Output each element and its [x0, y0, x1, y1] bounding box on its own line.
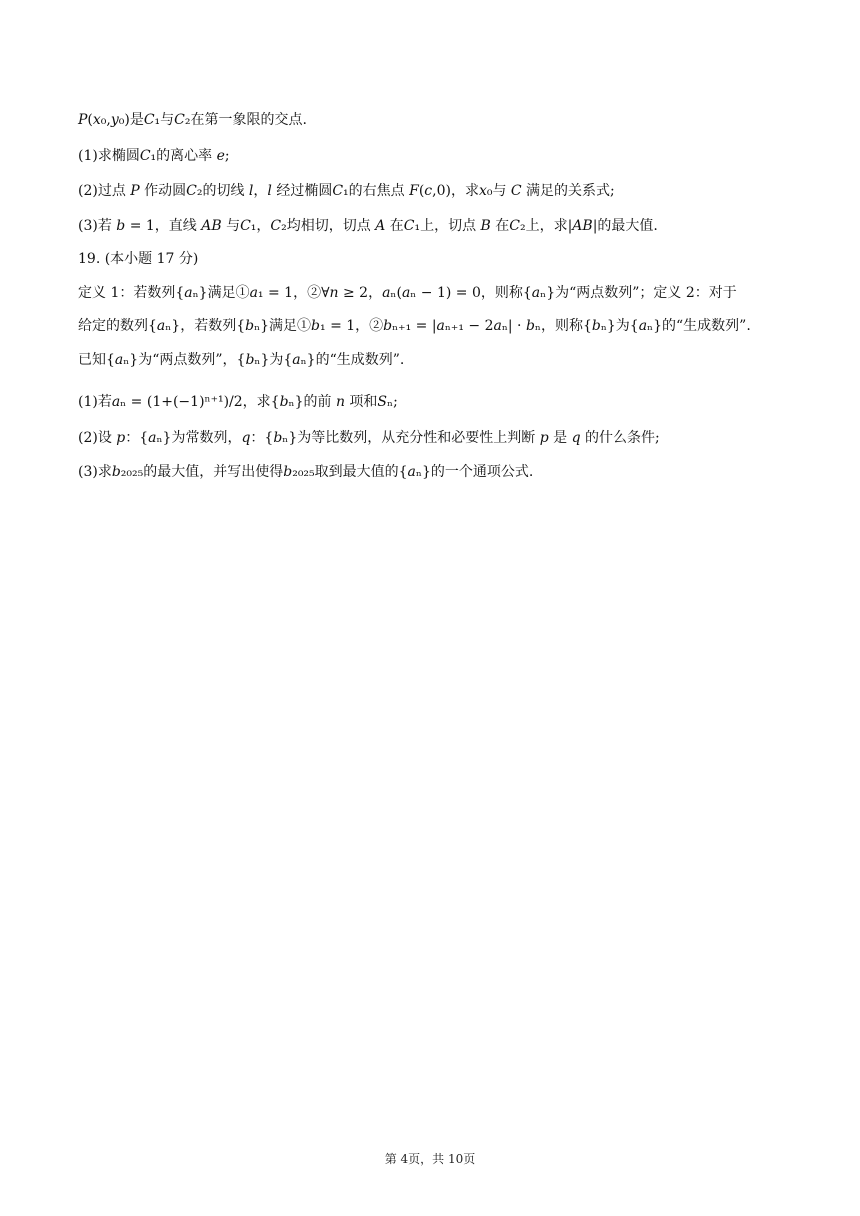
- question-18-part-2: (2)过点 𝑃 作动圆𝐶₂的切线 𝑙，𝑙 经过椭圆𝐶₁的右焦点 𝐹(𝑐,0)，求𝑥₀与 𝐶 满足的关系式;: [78, 183, 615, 199]
- question-18-part-1: (1)求椭圆𝐶₁的离心率 𝑒;: [78, 148, 230, 164]
- text-line-intersection: 𝑃(𝑥₀,𝑦₀)是𝐶₁与𝐶₂在第一象限的交点.: [78, 112, 307, 128]
- question-19-part-3: (3)求𝑏₂₀₂₅的最大值，并写出使得𝑏₂₀₂₅取到最大值的{𝑎ₙ}的一个通项公式.: [78, 464, 534, 480]
- question-19-part-1: (1)若𝑎ₙ = (1+(−1)ⁿ⁺¹)/2，求{𝑏ₙ}的前 𝑛 项和𝑆ₙ;: [78, 394, 398, 410]
- question-19-definition-1: 定义 1：若数列{𝑎ₙ}满足①𝑎₁ = 1，②∀𝑛 ≥ 2，𝑎ₙ(𝑎ₙ − 1) = 0，则称{𝑎ₙ}为“两点数列”；定义 2：对于: [78, 285, 737, 301]
- question-18-part-3: (3)若 𝑏 = 1，直线 𝐴𝐵 与𝐶₁，𝐶₂均相切，切点 𝐴 在𝐶₁上，切点 𝐵 在𝐶₂上，求|𝐴𝐵|的最大值.: [78, 218, 658, 234]
- question-19-definition-2: 给定的数列{𝑎ₙ}，若数列{𝑏ₙ}满足①𝑏₁ = 1，②𝑏ₙ₊₁ = |𝑎ₙ₊₁ − 2𝑎ₙ| · 𝑏ₙ，则称{𝑏ₙ}为{𝑎ₙ}的“生成数列”.: [78, 318, 751, 334]
- question-19-header: 19. (本小题 17 分): [78, 251, 199, 267]
- question-19-part-2: (2)设 𝑝：{𝑎ₙ}为常数列，𝑞：{𝑏ₙ}为等比数列，从充分性和必要性上判断 𝑝 是 𝑞 的什么条件;: [78, 430, 660, 446]
- question-19-given: 已知{𝑎ₙ}为“两点数列”，{𝑏ₙ}为{𝑎ₙ}的“生成数列”.: [78, 352, 405, 368]
- page-footer: 第 4页，共 10页: [384, 1152, 476, 1166]
